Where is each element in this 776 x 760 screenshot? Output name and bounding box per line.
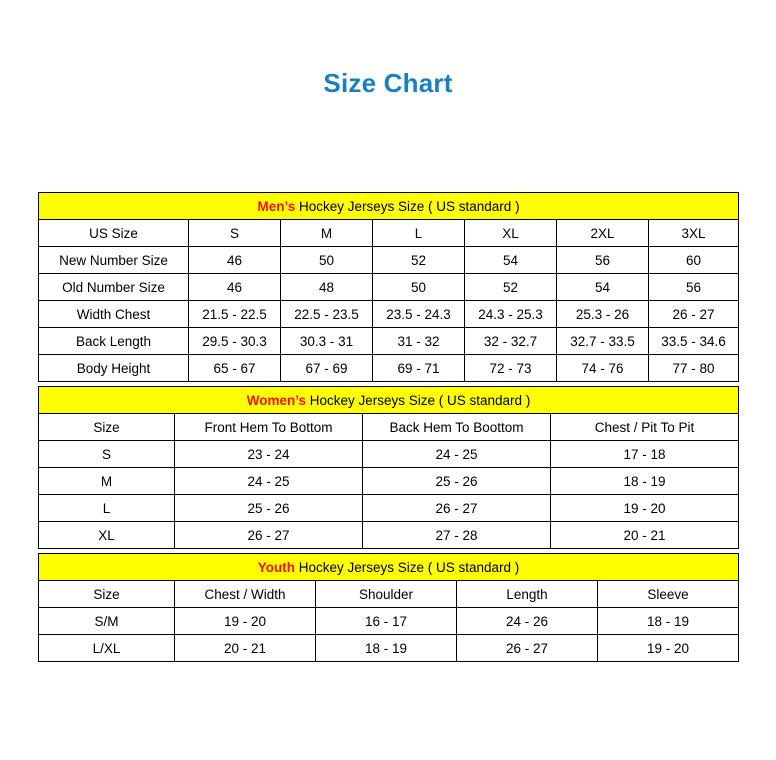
table-cell: 26 - 27 [363,495,551,522]
column-header: Size [39,414,175,441]
row-label: M [39,468,175,495]
table-cell: 25.3 - 26 [557,301,649,328]
size-chart-page [0,68,776,760]
table-header-row [39,414,739,441]
table-cell: 33.5 - 34.6 [649,328,739,355]
column-header: 2XL [557,220,649,247]
table-cell: 67 - 69 [281,355,373,382]
youth-section-header-group: Youth [257,559,295,575]
table-row [39,635,739,662]
table-cell: 56 [557,247,649,274]
table-section-header-row [39,387,739,414]
mens-size-table [38,192,739,382]
youth-size-table [38,553,739,662]
table-cell: 74 - 76 [557,355,649,382]
table-row [39,355,739,382]
table-cell: 54 [465,247,557,274]
table-cell: 23.5 - 24.3 [373,301,465,328]
table-header-row [39,581,739,608]
column-header: Chest / Width [175,581,316,608]
column-header: L [373,220,465,247]
table-cell: 18 - 19 [551,468,739,495]
womens-section-header-group: Women’s [246,392,306,408]
column-header: Length [457,581,598,608]
table-cell: 16 - 17 [316,608,457,635]
table-row [39,441,739,468]
table-cell: 69 - 71 [373,355,465,382]
column-header: Back Hem To Boottom [363,414,551,441]
table-cell: 25 - 26 [175,495,363,522]
womens-section-header [39,387,739,414]
table-cell: 22.5 - 23.5 [281,301,373,328]
column-header: 3XL [649,220,739,247]
column-header: Sleeve [598,581,739,608]
table-cell: 17 - 18 [551,441,739,468]
table-cell: 52 [465,274,557,301]
youth-section-header-rest: Hockey Jerseys Size ( US standard ) [294,559,520,575]
table-row [39,608,739,635]
table-cell: 46 [189,274,281,301]
table-cell: 77 - 80 [649,355,739,382]
womens-section-header-rest: Hockey Jerseys Size ( US standard ) [305,392,531,408]
table-cell: 20 - 21 [175,635,316,662]
table-cell: 26 - 27 [175,522,363,549]
table-cell: 50 [281,247,373,274]
table-row [39,301,739,328]
row-label: S [39,441,175,468]
womens-size-table [38,386,739,549]
row-label: Back Length [39,328,189,355]
table-cell: 52 [373,247,465,274]
mens-section-header-rest: Hockey Jerseys Size ( US standard ) [295,198,520,214]
table-cell: 46 [189,247,281,274]
table-cell: 24 - 26 [457,608,598,635]
table-row [39,274,739,301]
column-header: US Size [39,220,189,247]
table-cell: 56 [649,274,739,301]
table-cell: 19 - 20 [551,495,739,522]
row-label: S/M [39,608,175,635]
column-header: XL [465,220,557,247]
table-cell: 24.3 - 25.3 [465,301,557,328]
column-header: S [189,220,281,247]
table-cell: 31 - 32 [373,328,465,355]
column-header: M [281,220,373,247]
column-header: Size [39,581,175,608]
table-section-header-row [39,554,739,581]
column-header: Front Hem To Bottom [175,414,363,441]
table-cell: 20 - 21 [551,522,739,549]
row-label: L/XL [39,635,175,662]
table-cell: 18 - 19 [598,608,739,635]
table-cell: 30.3 - 31 [281,328,373,355]
table-row [39,328,739,355]
row-label: Width Chest [39,301,189,328]
table-cell: 19 - 20 [598,635,739,662]
table-cell: 72 - 73 [465,355,557,382]
table-cell: 19 - 20 [175,608,316,635]
table-row [39,247,739,274]
table-cell: 26 - 27 [457,635,598,662]
table-cell: 32 - 32.7 [465,328,557,355]
table-cell: 21.5 - 22.5 [189,301,281,328]
table-row [39,522,739,549]
table-cell: 27 - 28 [363,522,551,549]
row-label: Body Height [39,355,189,382]
row-label: New Number Size [39,247,189,274]
table-row [39,468,739,495]
table-section-header-row [39,193,739,220]
column-header: Shoulder [316,581,457,608]
table-cell: 25 - 26 [363,468,551,495]
table-row [39,495,739,522]
row-label: L [39,495,175,522]
table-cell: 18 - 19 [316,635,457,662]
table-cell: 60 [649,247,739,274]
table-cell: 24 - 25 [363,441,551,468]
table-cell: 26 - 27 [649,301,739,328]
table-cell: 32.7 - 33.5 [557,328,649,355]
mens-section-header [39,193,739,220]
table-cell: 29.5 - 30.3 [189,328,281,355]
youth-section-header [39,554,739,581]
table-cell: 65 - 67 [189,355,281,382]
table-cell: 50 [373,274,465,301]
table-cell: 48 [281,274,373,301]
size-chart-tables [38,192,738,662]
table-header-row [39,220,739,247]
table-cell: 54 [557,274,649,301]
mens-section-header-group: Men’s [257,198,296,214]
column-header: Chest / Pit To Pit [551,414,739,441]
row-label: XL [39,522,175,549]
table-cell: 24 - 25 [175,468,363,495]
table-cell: 23 - 24 [175,441,363,468]
row-label: Old Number Size [39,274,189,301]
page-title: Size Chart [323,68,453,98]
